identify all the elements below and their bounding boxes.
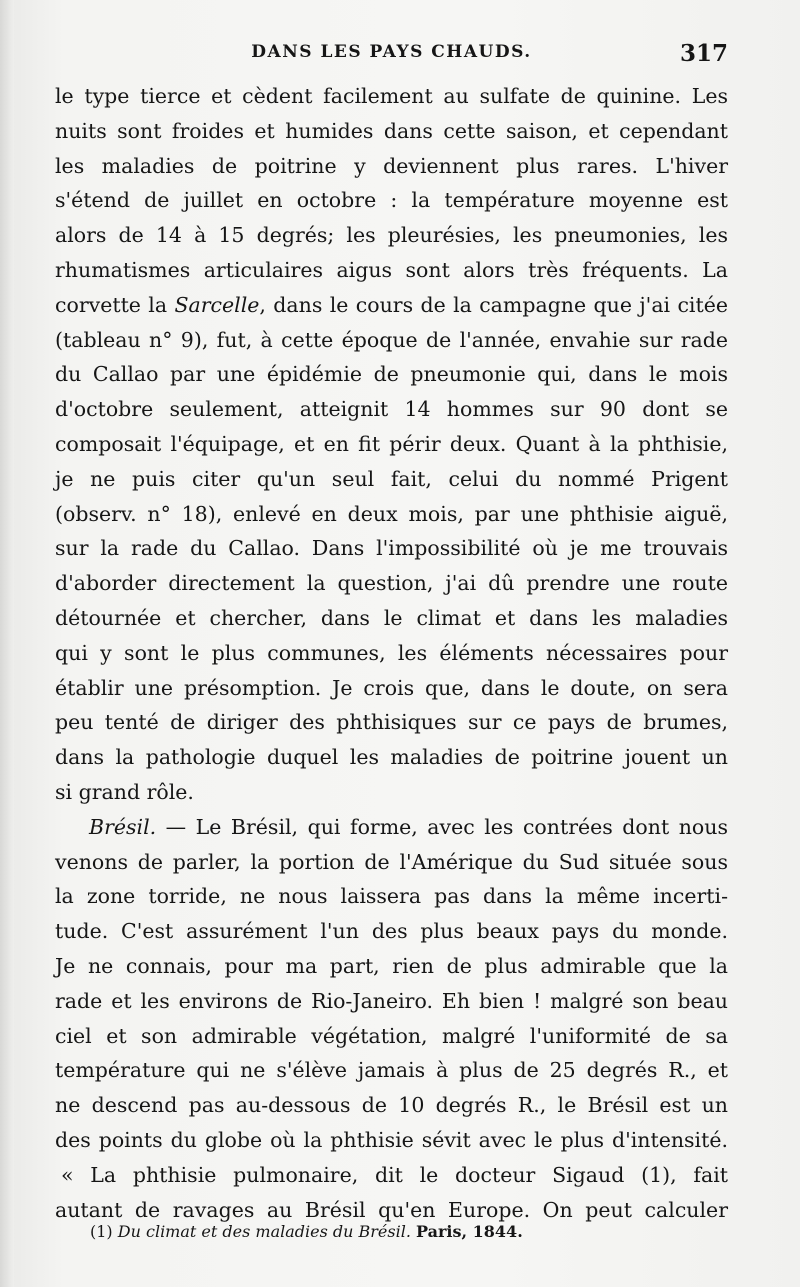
text-line: rade et les environs de Rio-Janeiro. Eh bien ! malgré son beau [55, 988, 728, 1013]
text-line: sur la rade du Callao. Dans l'impossibilité où je me trouvais [55, 536, 728, 561]
text-line: établir une présomption. Je crois que, dans le doute, on sera [55, 675, 728, 700]
text-line: des points du globe où la phthisie sévit avec le plus d'intensité. [55, 1127, 728, 1152]
text-fragment: corvette la [55, 292, 175, 317]
text-fragment: , dans le cours de la campagne que j'ai citée [259, 292, 728, 317]
text-fragment: — Le Brésil, qui forme, avec les contrées dont nous [156, 814, 728, 839]
text-line: du Callao par une épidémie de pneumonie qui, dans le mois [55, 362, 728, 387]
text-line [55, 288, 728, 323]
running-head: DANS LES PAYS CHAUDS. [251, 42, 532, 62]
text-line: dans la pathologie duquel les maladies de poitrine jouent un [55, 745, 728, 770]
footnote-publication: Paris, 1844. [416, 1222, 523, 1241]
text-line: le type tierce et cèdent facilement au sulfate de quinine. Les [55, 84, 728, 108]
text-line: ciel et son admirable végétation, malgré l'uniformité de sa [55, 1023, 728, 1048]
text-line: alors de 14 à 15 degrés; les pleurésies, les pneumonies, les [55, 223, 728, 248]
page-gutter-shadow [0, 0, 14, 1287]
text-line: autant de ravages au Brésil qu'en Europe. On peut calculer [55, 1197, 728, 1222]
text-line: je ne puis citer qu'un seul fait, celui du nommé Prigent [55, 466, 728, 491]
footnote-marker: (1) [90, 1222, 113, 1241]
text-line: Je ne connais, pour ma part, rien de plus admirable que la [55, 953, 728, 978]
body-text [55, 79, 728, 1227]
text-line: d'aborder directement la question, j'ai dû prendre une route [55, 571, 728, 596]
text-line: tude. C'est assurément l'un des plus beaux pays du monde. [55, 919, 728, 944]
page-header [55, 40, 728, 76]
text-line: si grand rôle. [55, 779, 194, 804]
text-line: (observ. n° 18), enlevé en deux mois, par une phthisie aiguë, [55, 501, 728, 526]
text-line: venons de parler, la portion de l'Amérique du Sud située sous [55, 849, 728, 874]
section-heading-bresil: Brésil. [89, 814, 157, 839]
text-line: la zone torride, ne nous laissera pas dans la même incerti- [55, 884, 728, 909]
text-line: nuits sont froides et humides dans cette saison, et cependant [55, 118, 728, 143]
text-line: composait l'équipage, et en fit périr deux. Quant à la phthisie, [55, 431, 728, 456]
footnote-title: Du climat et des maladies du Brésil. [117, 1222, 411, 1241]
quote-start-line: « La phthisie pulmonaire, dit le docteur Sigaud (1), fait [61, 1162, 728, 1187]
text-line: s'étend de juillet en octobre : la température moyenne est [55, 188, 728, 213]
text-line: peu tenté de diriger des phthisiques sur ce pays de brumes, [55, 710, 728, 735]
text-line: d'octobre seulement, atteignit 14 hommes sur 90 dont se [55, 397, 728, 422]
text-line: (tableau n° 9), fut, à cette époque de l'année, envahie sur rade [55, 327, 728, 352]
ship-name: Sarcelle [174, 292, 260, 317]
text-line: les maladies de poitrine y deviennent plus rares. L'hiver [55, 153, 728, 178]
text-line: ne descend pas au-dessous de 10 degrés R., le Brésil est un [55, 1093, 728, 1118]
section-start-line [55, 810, 728, 845]
page-number: 317 [679, 40, 728, 67]
footnote [90, 1222, 523, 1241]
text-line: température qui ne s'élève jamais à plus de 25 degrés R., et [55, 1058, 728, 1083]
text-line: qui y sont le plus communes, les éléments nécessaires pour [55, 640, 728, 665]
text-line: détournée et chercher, dans le climat et dans les maladies [55, 605, 728, 630]
text-line: rhumatismes articulaires aigus sont alors très fréquents. La [55, 257, 728, 282]
